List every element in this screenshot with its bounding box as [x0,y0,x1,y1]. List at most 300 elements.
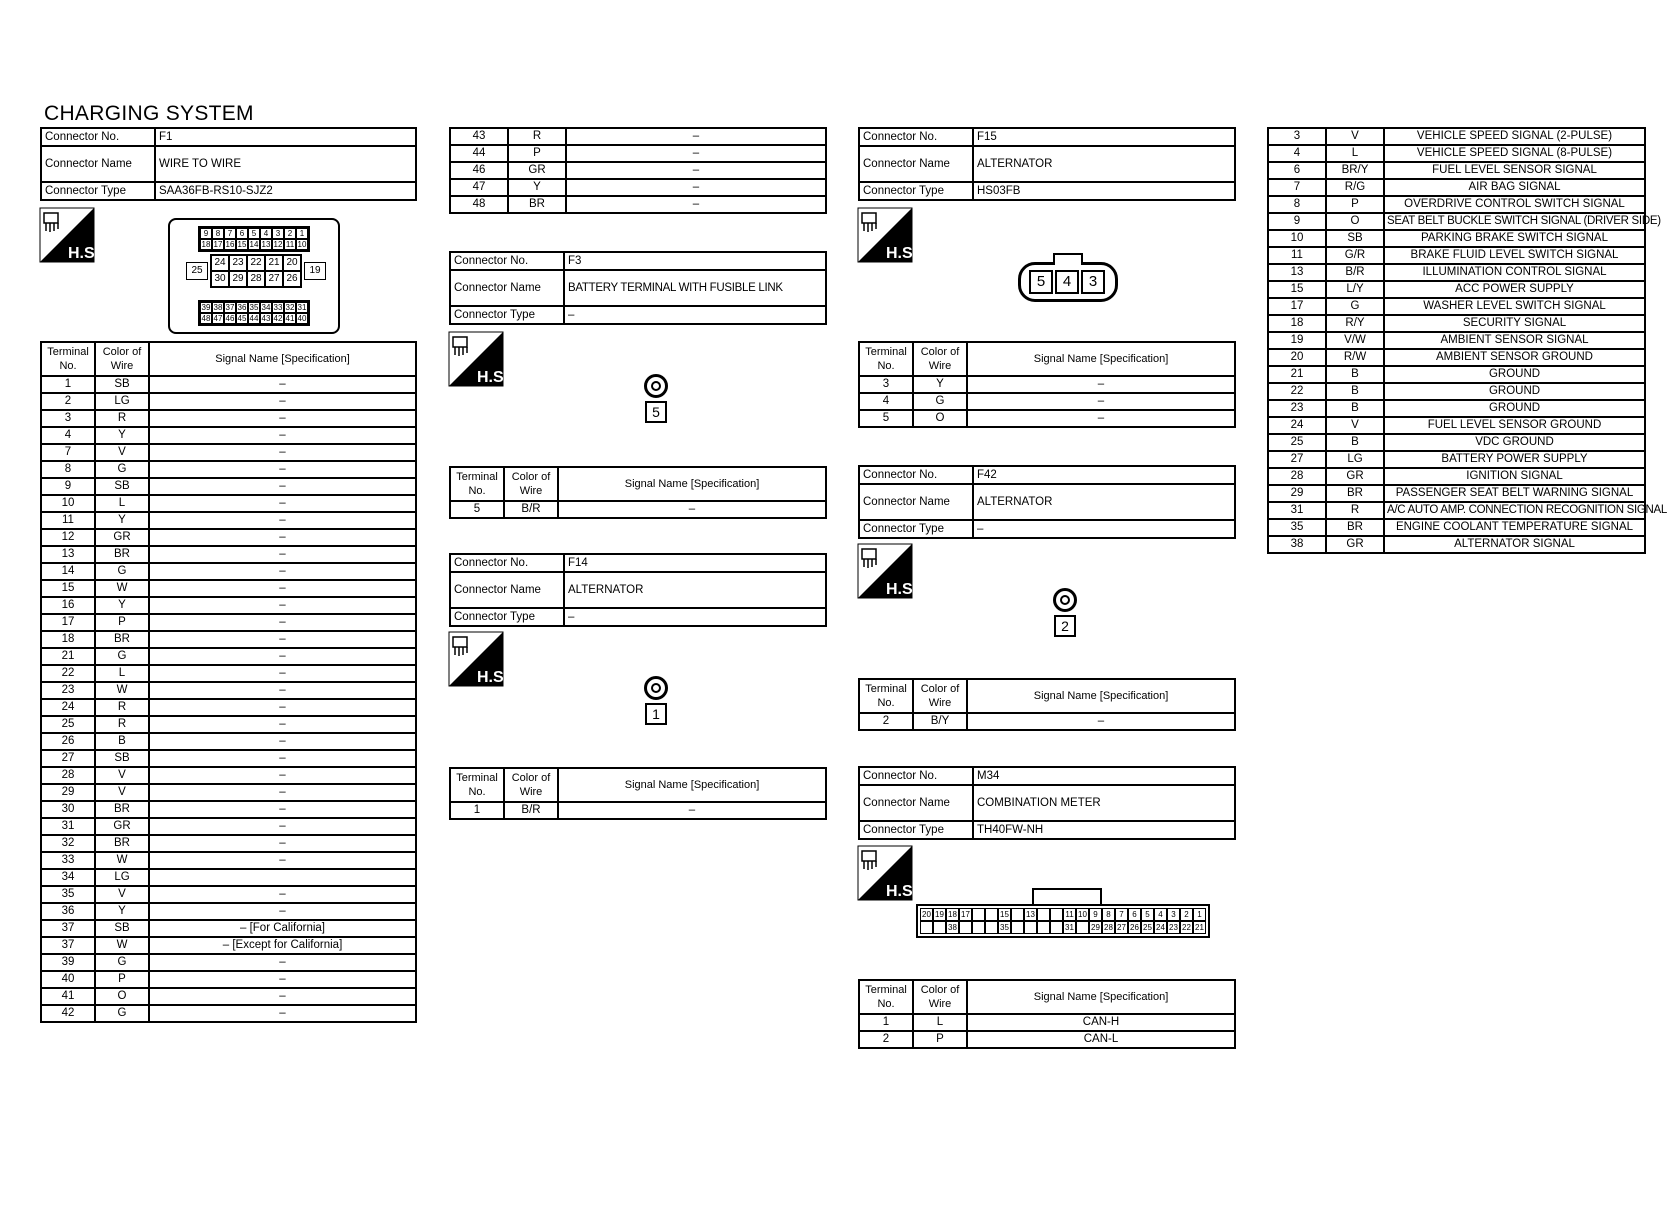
terminal-no-cell: 23 [41,682,95,699]
terminal-no-cell: 3 [1268,128,1326,145]
table-row [41,478,416,495]
connector-pin: 15 [237,240,247,249]
table-row [1268,179,1645,196]
wire-color-cell: P [913,1031,967,1048]
terminal-no-cell: 17 [41,614,95,631]
table-row [41,580,416,597]
connector-pin: 25 [1141,921,1154,934]
header-terminal-no: Terminal No. [859,980,913,1014]
f1-pin-grid-bottom [198,300,310,326]
pin-number: 2 [1054,615,1076,637]
table-row [450,128,826,145]
header-signal-name: Signal Name [Specification] [967,679,1235,713]
signal-name-cell: – [149,886,416,903]
table-row [859,393,1235,410]
terminal-no-cell: 23 [1268,400,1326,417]
connector-pin: 36 [237,303,247,312]
table-row [41,903,416,920]
connector-pin: 44 [249,314,259,323]
terminal-no-cell: 10 [41,495,95,512]
signal-name-cell: – [566,128,826,145]
connector-pin: 24 [1154,921,1167,934]
signal-name-cell: AMBIENT SENSOR GROUND [1384,349,1645,366]
terminal-no-cell: 1 [859,1014,913,1031]
connector-pin: 43 [261,314,271,323]
wire-color-cell: B [1326,434,1384,451]
table-row [41,410,416,427]
wire-color-cell: BR/Y [1326,162,1384,179]
f14-single-pin [644,676,668,725]
table-row [1268,230,1645,247]
wire-color-cell: G [95,648,149,665]
signal-name-cell: – [149,478,416,495]
connector-pin: 38 [213,303,223,312]
signal-name-cell: IGNITION SIGNAL [1384,468,1645,485]
connector-pin: 6 [236,228,248,239]
terminal-no-cell: 2 [859,1031,913,1048]
table-row [859,1014,1235,1031]
connector-name-value: WIRE TO WIRE [155,146,416,182]
label-connector-type: Connector Type [450,306,564,324]
harness-side-icon [40,208,100,262]
wire-color-cell: L/Y [1326,281,1384,298]
connector-pin: 23 [229,255,247,271]
svg-text:H.S.: H.S. [886,883,918,900]
terminal-no-cell: 28 [41,767,95,784]
connector-pin: 20 [283,255,301,271]
connector-pin: 18 [201,240,211,249]
connector-pin: 9 [200,228,212,239]
wire-color-cell: B [1326,400,1384,417]
connector-pin: 27 [265,271,283,287]
connector-pin: 29 [1089,921,1102,934]
connector-pin [1011,921,1024,934]
pin-number: 1 [645,703,667,725]
m34-latch [1032,888,1102,904]
signal-name-cell: – [149,427,416,444]
table-row [41,427,416,444]
table-row [1268,264,1645,281]
table-row [41,920,416,937]
wire-color-cell: BR [1326,519,1384,536]
m34-continued-table [1267,127,1667,554]
terminal-no-cell: 7 [1268,179,1326,196]
terminal-no-cell: 30 [41,801,95,818]
table-row [41,937,416,954]
connector-pin: 32 [285,303,295,312]
signal-name-cell: WASHER LEVEL SWITCH SIGNAL [1384,298,1645,315]
wire-color-cell: P [95,614,149,631]
terminal-no-cell: 32 [41,835,95,852]
connector-pin: 21 [1193,921,1206,934]
signal-name-cell: PARKING BRAKE SWITCH SIGNAL [1384,230,1645,247]
harness-side-icon [449,332,509,386]
label-connector-type: Connector Type [859,821,973,839]
terminal-no-cell: 21 [41,648,95,665]
connector-pin: 39 [201,303,211,312]
terminal-no-cell: 1 [41,376,95,393]
terminal-no-cell: 4 [859,393,913,410]
connector-pin: 24 [211,255,229,271]
label-connector-name: Connector Name [450,572,564,608]
connector-pin: 14 [249,240,259,249]
connector-pin: 15 [998,908,1011,921]
table-row [41,682,416,699]
terminal-no-cell: 24 [1268,417,1326,434]
terminal-no-cell: 1 [450,802,504,819]
f1-pin-19: 19 [304,262,326,280]
terminal-no-cell: 13 [1268,264,1326,281]
connector-type-value: SAA36FB-RS10-SJZ2 [155,182,416,200]
wire-color-cell: L [1326,145,1384,162]
table-row [1268,485,1645,502]
table-row [1268,417,1645,434]
connector-f15-info [858,127,1236,201]
connector-pin: 5 [1141,908,1154,921]
connector-pin [985,921,998,934]
f14-terminal-table [449,767,827,820]
connector-pin: 26 [1128,921,1141,934]
connector-pin [972,921,985,934]
terminal-no-cell: 28 [1268,468,1326,485]
connector-pin: 8 [212,228,224,239]
wire-color-cell: BR [95,835,149,852]
wire-color-cell: V [95,784,149,801]
header-terminal-no: Terminal No. [859,679,913,713]
connector-pin: 13 [261,240,271,249]
connector-pin: 4 [1055,270,1079,294]
connector-pin: 33 [273,303,283,312]
svg-text:H.S.: H.S. [477,369,509,386]
signal-name-cell: VEHICLE SPEED SIGNAL (2-PULSE) [1384,128,1645,145]
signal-name-cell: – [967,376,1235,393]
svg-text:H.S.: H.S. [886,581,918,598]
table-row [450,145,826,162]
terminal-ring-icon [1053,588,1077,612]
signal-name-cell [149,869,416,886]
terminal-no-cell: 4 [1268,145,1326,162]
signal-name-cell: – [967,713,1235,730]
label-connector-type: Connector Type [41,182,155,200]
connector-pin: 11 [1063,908,1076,921]
signal-name-cell: SECURITY SIGNAL [1384,315,1645,332]
table-row [1268,536,1645,553]
connector-pin: 31 [297,303,307,312]
connector-pin: 21 [265,255,283,271]
connector-no-value: F42 [973,466,1235,484]
terminal-no-cell: 5 [859,410,913,427]
connector-pin: 1 [1193,908,1206,921]
wire-color-cell: W [95,682,149,699]
connector-no-value: F3 [564,252,826,270]
table-row [1268,213,1645,230]
wire-color-cell: G/R [1326,247,1384,264]
terminal-no-cell: 27 [41,750,95,767]
wire-color-cell: G [95,954,149,971]
connector-type-value: HS03FB [973,182,1235,200]
connector-pin [1050,908,1063,921]
connector-name-value: BATTERY TERMINAL WITH FUSIBLE LINK [564,270,826,306]
connector-type-value: – [564,608,826,626]
terminal-no-cell: 16 [41,597,95,614]
signal-name-cell: – [149,580,416,597]
signal-name-cell: A/C AUTO AMP. CONNECTION RECOGNITION SIGNAL [1384,502,1645,519]
table-row [41,716,416,733]
connector-pin: 37 [225,303,235,312]
signal-name-cell: – [149,665,416,682]
wire-color-cell: O [1326,213,1384,230]
table-row [41,563,416,580]
terminal-no-cell: 42 [41,1005,95,1022]
wire-color-cell: B/R [1326,264,1384,281]
connector-pin: 4 [260,228,272,239]
table-row [41,461,416,478]
signal-name-cell: GROUND [1384,383,1645,400]
table-row [1268,196,1645,213]
connector-name-value: COMBINATION METER [973,785,1235,821]
terminal-no-cell: 13 [41,546,95,563]
wire-color-cell: R [95,716,149,733]
connector-f42-info [858,465,1236,539]
table-row [41,529,416,546]
f1-pin-25: 25 [186,262,208,280]
connector-pin: 40 [297,314,307,323]
table-row [41,495,416,512]
header-signal-name: Signal Name [Specification] [967,342,1235,376]
connector-no-value: M34 [973,767,1235,785]
connector-pin: 28 [1102,921,1115,934]
terminal-no-cell: 21 [1268,366,1326,383]
terminal-no-cell: 39 [41,954,95,971]
table-row [1268,349,1645,366]
terminal-no-cell: 9 [41,478,95,495]
connector-pin: 10 [1076,908,1089,921]
wire-color-cell: Y [95,597,149,614]
connector-pin: 7 [224,228,236,239]
terminal-no-cell: 24 [41,699,95,716]
connector-pin: 47 [213,314,223,323]
wire-color-cell: R [95,699,149,716]
signal-name-cell: OVERDRIVE CONTROL SWITCH SIGNAL [1384,196,1645,213]
signal-name-cell: – [149,393,416,410]
wire-color-cell: R/Y [1326,315,1384,332]
connector-pin [985,908,998,921]
connector-f14-info [449,553,827,627]
wire-color-cell: P [1326,196,1384,213]
pin-number: 5 [645,401,667,423]
connector-pin: 46 [225,314,235,323]
wire-color-cell: G [95,563,149,580]
connector-no-value: F14 [564,554,826,572]
f15-pin-row [1029,270,1105,294]
signal-name-cell: ILLUMINATION CONTROL SIGNAL [1384,264,1645,281]
signal-name-cell: GROUND [1384,366,1645,383]
wire-color-cell: G [1326,298,1384,315]
terminal-no-cell: 11 [41,512,95,529]
wire-color-cell: SB [95,376,149,393]
connector-pin: 35 [998,921,1011,934]
connector-pin: 6 [1128,908,1141,921]
connector-pin [1037,921,1050,934]
signal-name-cell: CAN-L [967,1031,1235,1048]
m34-connector-face [916,904,1210,938]
label-connector-type: Connector Type [859,182,973,200]
wire-color-cell: V [1326,417,1384,434]
wire-color-cell: BR [508,196,566,213]
signal-name-cell: – [566,179,826,196]
connector-type-value: TH40FW-NH [973,821,1235,839]
connector-name-value: ALTERNATOR [973,146,1235,182]
label-connector-type: Connector Type [450,608,564,626]
signal-name-cell: – [149,597,416,614]
signal-name-cell: – [149,614,416,631]
signal-name-cell: – [149,971,416,988]
table-row [1268,519,1645,536]
connector-name-value: ALTERNATOR [564,572,826,608]
signal-name-cell: – [149,903,416,920]
f15-terminal-table [858,341,1236,428]
connector-pin: 8 [1102,908,1115,921]
header-terminal-no: Terminal No. [450,467,504,501]
table-row [1268,451,1645,468]
connector-pin [1011,908,1024,921]
wire-color-cell: P [95,971,149,988]
wire-color-cell: R [95,410,149,427]
signal-name-cell: – [566,162,826,179]
table-row [41,869,416,886]
signal-name-cell: – [566,196,826,213]
table-row [1268,332,1645,349]
signal-name-cell: – [149,801,416,818]
table-row [41,1005,416,1022]
header-color-of-wire: Color of Wire [913,679,967,713]
wire-color-cell: L [95,665,149,682]
terminal-no-cell: 2 [41,393,95,410]
signal-name-cell: SEAT BELT BUCKLE SWITCH SIGNAL (DRIVER SIDE) [1384,213,1645,230]
connector-pin [1076,921,1089,934]
signal-name-cell: – [149,512,416,529]
table-row [1268,281,1645,298]
terminal-no-cell: 25 [41,716,95,733]
table-row [41,376,416,393]
wire-color-cell: BR [95,801,149,818]
terminal-no-cell: 2 [859,713,913,730]
connector-pin: 16 [225,240,235,249]
connector-type-value: – [564,306,826,324]
connector-pin: 12 [273,240,283,249]
terminal-no-cell: 18 [41,631,95,648]
table-row [1268,162,1645,179]
connector-pin: 26 [283,271,301,287]
signal-name-cell: – [149,699,416,716]
wire-color-cell: LG [1326,451,1384,468]
table-row [41,886,416,903]
terminal-no-cell: 3 [41,410,95,427]
connector-pin [933,921,946,934]
terminal-no-cell: 6 [1268,162,1326,179]
f1-connector-face [168,218,340,334]
connector-pin: 3 [1081,270,1105,294]
wire-color-cell: L [95,495,149,512]
signal-name-cell: – [149,852,416,869]
signal-name-cell: – [149,631,416,648]
connector-pin: 7 [1115,908,1128,921]
terminal-no-cell: 4 [41,427,95,444]
signal-name-cell: FUEL LEVEL SENSOR GROUND [1384,417,1645,434]
connector-no-value: F15 [973,128,1235,146]
table-row [41,393,416,410]
table-row [1268,298,1645,315]
f1-continued-table [449,127,827,214]
connector-pin: 20 [920,908,933,921]
f42-terminal-table [858,678,1236,731]
wire-color-cell: V/W [1326,332,1384,349]
signal-name-cell: – [149,682,416,699]
signal-name-cell: – [967,410,1235,427]
terminal-no-cell: 46 [450,162,508,179]
terminal-no-cell: 44 [450,145,508,162]
connector-pin: 27 [1115,921,1128,934]
wire-color-cell: BR [1326,485,1384,502]
terminal-no-cell: 14 [41,563,95,580]
connector-pin: 45 [237,314,247,323]
connector-pin: 11 [285,240,295,249]
connector-pin [972,908,985,921]
connector-pin: 22 [247,255,265,271]
connector-pin: 48 [201,314,211,323]
connector-pin: 29 [229,271,247,287]
wire-color-cell: B [1326,366,1384,383]
table-row [41,733,416,750]
terminal-no-cell: 25 [1268,434,1326,451]
connector-pin: 19 [933,908,946,921]
page-title: CHARGING SYSTEM [44,102,254,125]
f1-terminal-table [40,341,417,1023]
connector-pin: 2 [284,228,296,239]
wire-color-cell: L [913,1014,967,1031]
signal-name-cell: – [Except for California] [149,937,416,954]
header-terminal-no: Terminal No. [450,768,504,802]
table-row [41,954,416,971]
table-row [859,376,1235,393]
table-row [41,801,416,818]
wire-color-cell: R [508,128,566,145]
connector-pin [959,921,972,934]
table-row [41,852,416,869]
table-row [41,614,416,631]
signal-name-cell: – [For California] [149,920,416,937]
wire-color-cell: B/R [504,501,558,518]
connector-pin: 23 [1167,921,1180,934]
connector-type-value: – [973,520,1235,538]
terminal-ring-icon [644,374,668,398]
table-row [41,784,416,801]
table-row [41,699,416,716]
table-row [1268,434,1645,451]
connector-pin: 31 [1063,921,1076,934]
connector-pin: 3 [272,228,284,239]
terminal-no-cell: 43 [450,128,508,145]
table-row [41,512,416,529]
table-row [1268,468,1645,485]
table-row [1268,128,1645,145]
connector-pin: 10 [297,240,307,249]
header-color-of-wire: Color of Wire [504,768,558,802]
connector-pin: 22 [1180,921,1193,934]
wire-color-cell: SB [95,750,149,767]
connector-pin: 2 [1180,908,1193,921]
table-row [859,1031,1235,1048]
